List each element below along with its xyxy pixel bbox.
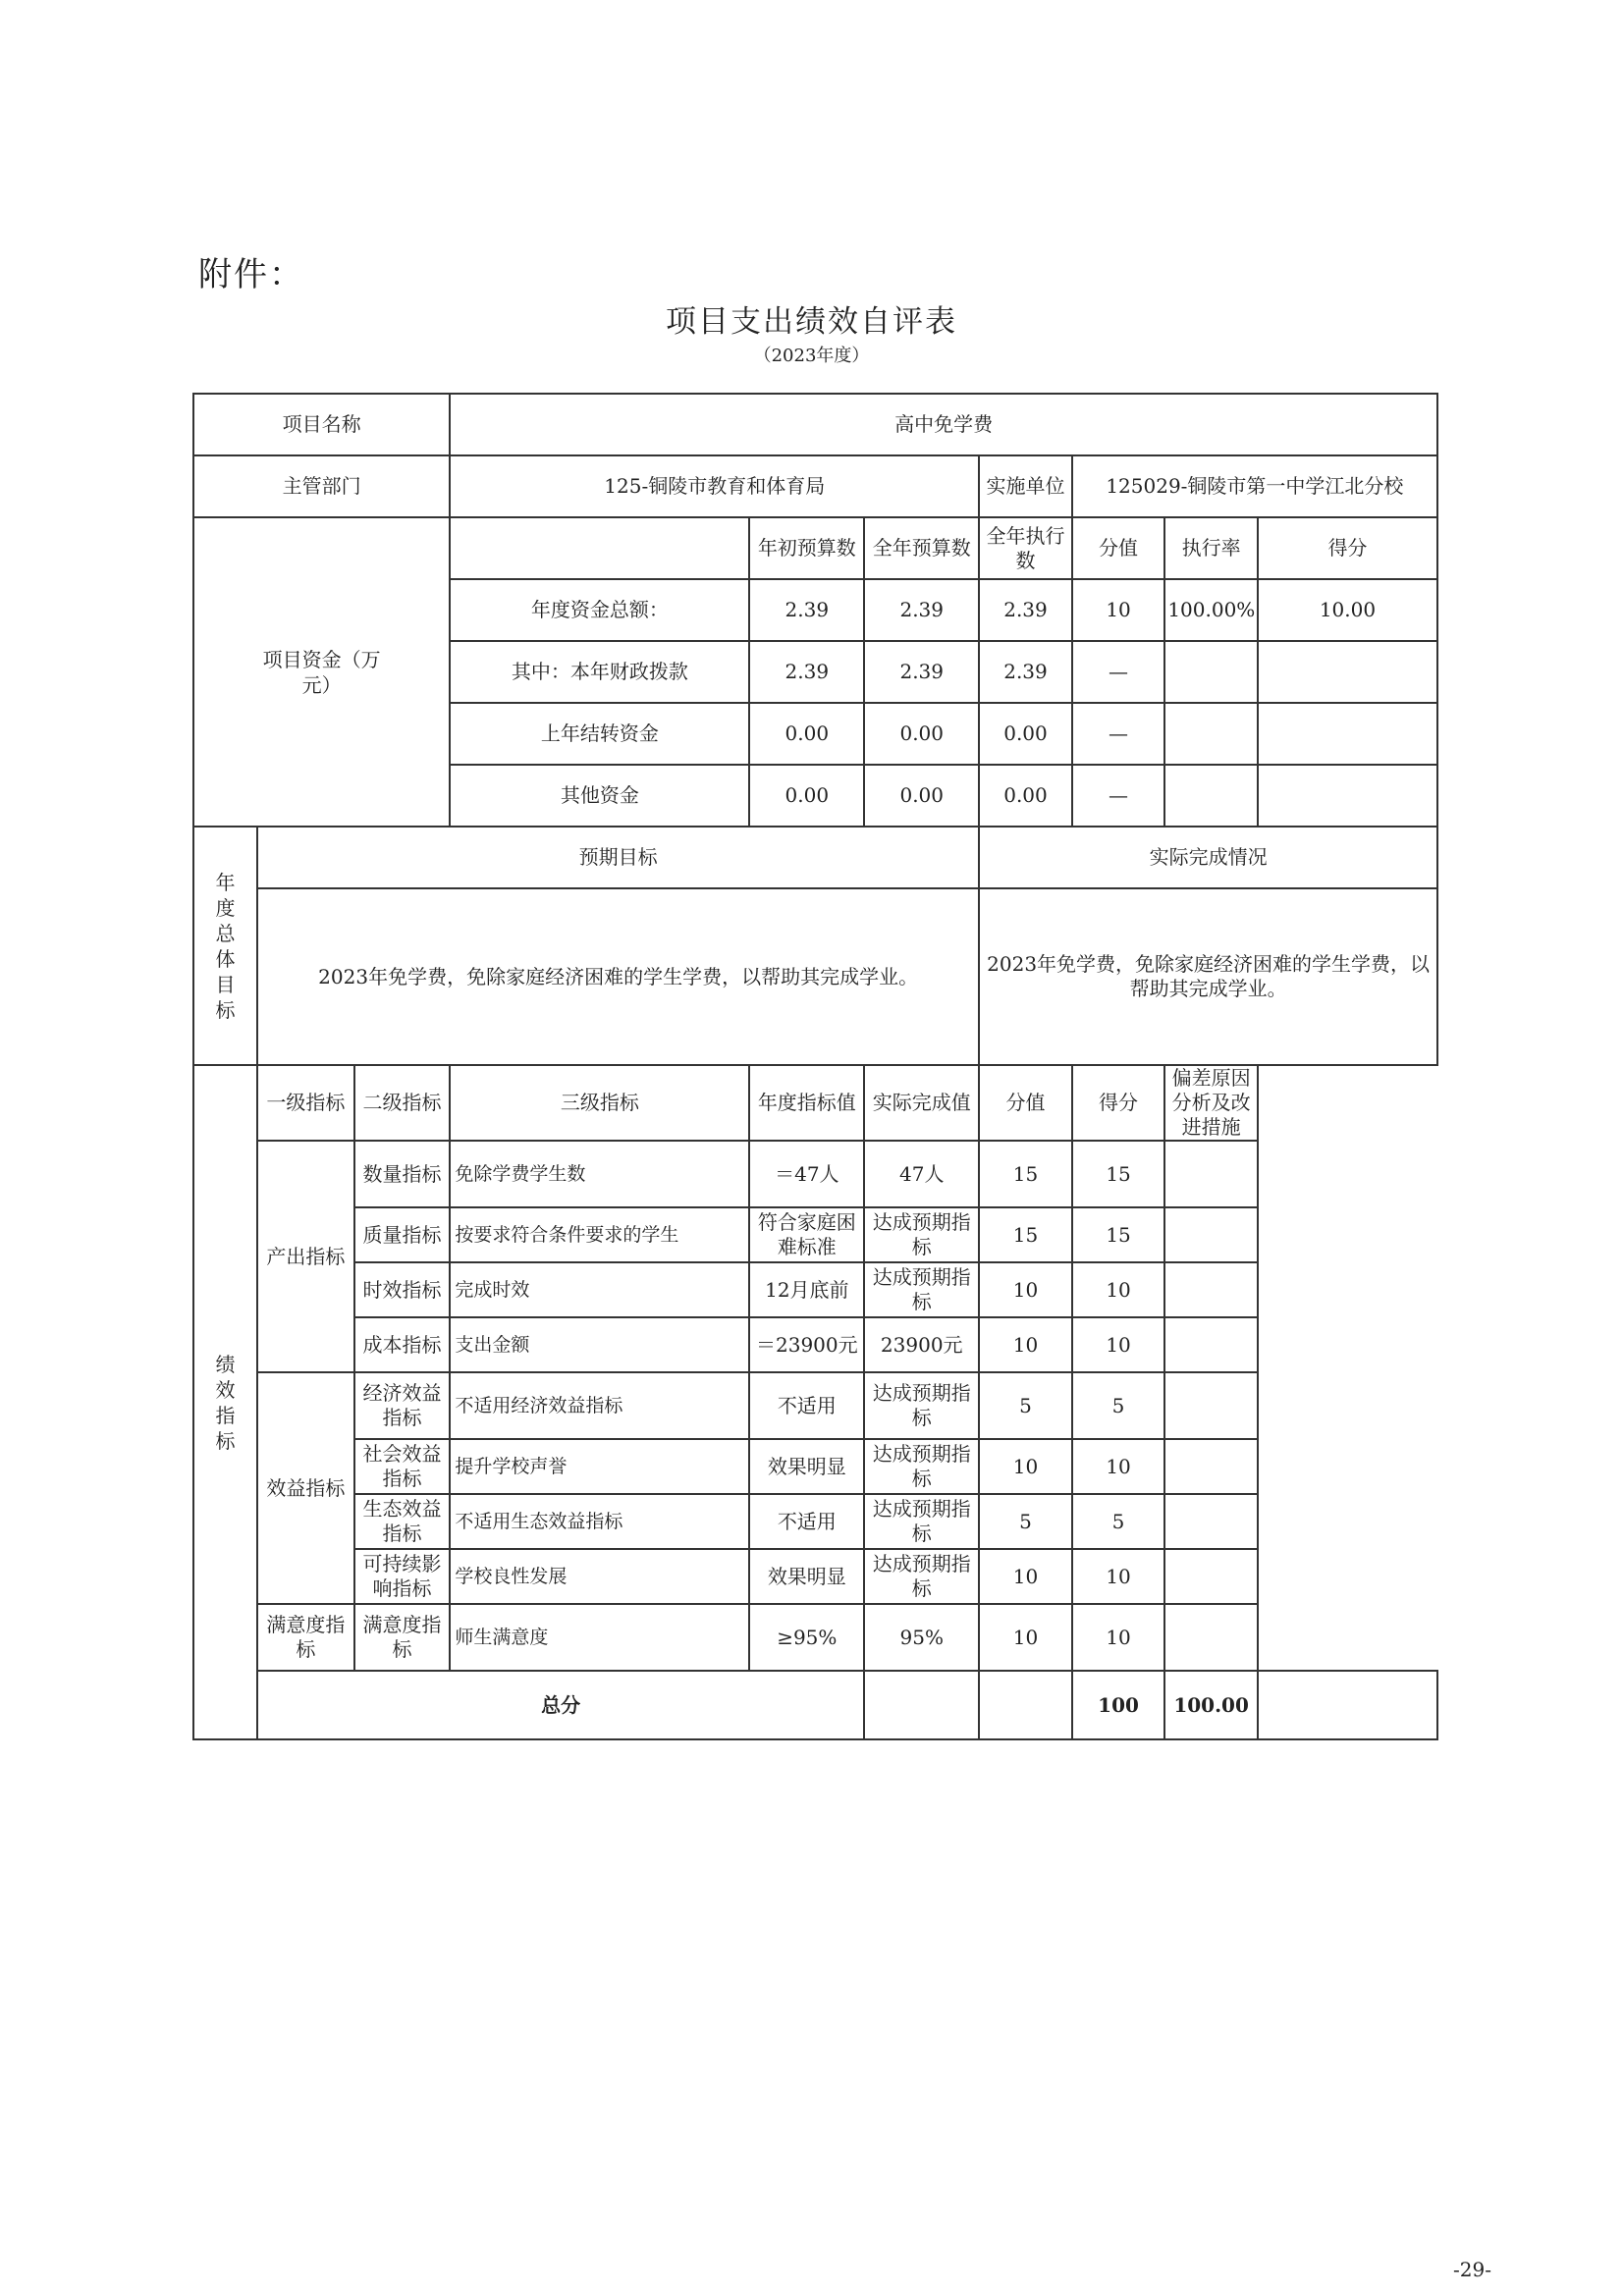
indicator-row <box>193 1494 1437 1549</box>
indicator-row <box>193 1262 1437 1317</box>
level3-indicator: 不适用生态效益指标 <box>450 1494 749 1549</box>
level2-indicator: 满意度指标 <box>354 1604 451 1671</box>
level3-indicator: 支出金额 <box>450 1317 749 1372</box>
indicators-label: 绩效指标 <box>193 1065 257 1739</box>
actual-value: 达成预期指标 <box>864 1439 979 1494</box>
funds-score: 10.00 <box>1258 579 1437 641</box>
level3-indicator: 师生满意度 <box>450 1604 749 1671</box>
actual-value: 达成预期指标 <box>864 1207 979 1262</box>
target-value: 效果明显 <box>749 1439 864 1494</box>
level3-indicator: 提升学校声誉 <box>450 1439 749 1494</box>
funds-exec: 0.00 <box>979 703 1072 765</box>
weight-value: 5 <box>979 1494 1072 1549</box>
department-value: 125-铜陵市教育和体育局 <box>450 455 979 517</box>
funds-header: 全年执行数 <box>979 517 1072 579</box>
score-value: 5 <box>1072 1372 1165 1439</box>
funds-exec: 2.39 <box>979 579 1072 641</box>
funds-annual: 2.39 <box>864 641 979 703</box>
funds-score-value: — <box>1072 641 1165 703</box>
indicator-row <box>193 1549 1437 1604</box>
score-value: 15 <box>1072 1207 1165 1262</box>
funds-row-label: 年度资金总额： <box>450 579 749 641</box>
project-name-label: 项目名称 <box>193 394 450 455</box>
deviation-note <box>1164 1207 1258 1262</box>
indicator-row <box>193 1317 1437 1372</box>
funds-header: 得分 <box>1258 517 1437 579</box>
indicator-header: 偏差原因分析及改进措施 <box>1164 1065 1258 1141</box>
funds-header-blank <box>450 517 749 579</box>
score-value: 5 <box>1072 1494 1165 1549</box>
actual-value: 达成预期指标 <box>864 1494 979 1549</box>
score-value: 10 <box>1072 1439 1165 1494</box>
funds-rate <box>1164 765 1258 827</box>
score-value: 10 <box>1072 1604 1165 1671</box>
weight-value: 15 <box>979 1207 1072 1262</box>
indicator-row <box>193 1372 1437 1439</box>
indicator-row <box>193 1439 1437 1494</box>
project-name-value: 高中免学费 <box>450 394 1437 455</box>
indicator-header: 实际完成值 <box>864 1065 979 1141</box>
total-score: 100.00 <box>1164 1671 1258 1739</box>
level1-indicator: 产出指标 <box>257 1141 354 1372</box>
indicator-header: 分值 <box>979 1065 1072 1141</box>
page-number: -29- <box>1453 2258 1491 2281</box>
target-value: ＝23900元 <box>749 1317 864 1372</box>
goals-label: 年度总体目标 <box>193 827 257 1065</box>
deviation-note <box>1164 1262 1258 1317</box>
funds-score <box>1258 641 1437 703</box>
target-value: ＝47人 <box>749 1141 864 1207</box>
score-value: 10 <box>1072 1317 1165 1372</box>
deviation-note <box>1164 1604 1258 1671</box>
level3-indicator: 免除学费学生数 <box>450 1141 749 1207</box>
goals-header-row <box>193 827 1437 888</box>
project-name-row <box>193 394 1437 455</box>
funds-annual: 0.00 <box>864 765 979 827</box>
target-value: 不适用 <box>749 1372 864 1439</box>
funds-row-label: 其中：本年财政拨款 <box>450 641 749 703</box>
indicator-header: 三级指标 <box>450 1065 749 1141</box>
level3-indicator: 不适用经济效益指标 <box>450 1372 749 1439</box>
total-blank <box>979 1671 1072 1739</box>
funds-label: 项目资金（万元） <box>193 517 450 827</box>
funds-score-value: — <box>1072 765 1165 827</box>
weight-value: 10 <box>979 1439 1072 1494</box>
funds-initial: 2.39 <box>749 641 864 703</box>
funds-rate: 100.00% <box>1164 579 1258 641</box>
indicator-row <box>193 1141 1437 1207</box>
actual-value: 达成预期指标 <box>864 1262 979 1317</box>
funds-score <box>1258 703 1437 765</box>
level2-indicator: 经济效益指标 <box>354 1372 451 1439</box>
deviation-note <box>1164 1317 1258 1372</box>
deviation-note <box>1164 1439 1258 1494</box>
funds-annual: 2.39 <box>864 579 979 641</box>
funds-header: 年初预算数 <box>749 517 864 579</box>
funds-exec: 0.00 <box>979 765 1072 827</box>
funds-initial: 0.00 <box>749 765 864 827</box>
level3-indicator: 按要求符合条件要求的学生 <box>450 1207 749 1262</box>
indicator-header: 年度指标值 <box>749 1065 864 1141</box>
level2-indicator: 生态效益指标 <box>354 1494 451 1549</box>
weight-value: 10 <box>979 1604 1072 1671</box>
indicator-row <box>193 1207 1437 1262</box>
weight-value: 15 <box>979 1141 1072 1207</box>
actual-value: 达成预期指标 <box>864 1549 979 1604</box>
target-value: 效果明显 <box>749 1549 864 1604</box>
actual-value: 95% <box>864 1604 979 1671</box>
score-value: 10 <box>1072 1549 1165 1604</box>
indicator-header: 一级指标 <box>257 1065 354 1141</box>
funds-header: 执行率 <box>1164 517 1258 579</box>
weight-value: 10 <box>979 1549 1072 1604</box>
goals-content-row <box>193 888 1437 1065</box>
deviation-note <box>1164 1372 1258 1439</box>
level2-indicator: 时效指标 <box>354 1262 451 1317</box>
total-row <box>193 1671 1437 1739</box>
actual-value: 47人 <box>864 1141 979 1207</box>
indicator-header-row <box>193 1065 1437 1141</box>
unit-value: 125029-铜陵市第一中学江北分校 <box>1072 455 1437 517</box>
funds-rate <box>1164 703 1258 765</box>
funds-score <box>1258 765 1437 827</box>
deviation-note <box>1164 1549 1258 1604</box>
funds-row-label: 上年结转资金 <box>450 703 749 765</box>
funds-annual: 0.00 <box>864 703 979 765</box>
total-blank <box>1258 1671 1437 1739</box>
funds-header-row <box>193 517 1437 579</box>
target-value: ≥95% <box>749 1604 864 1671</box>
funds-row-label: 其他资金 <box>450 765 749 827</box>
weight-value: 10 <box>979 1317 1072 1372</box>
expected-goal-text: 2023年免学费，免除家庭经济困难的学生学费，以帮助其完成学业。 <box>257 888 979 1065</box>
level1-indicator: 效益指标 <box>257 1372 354 1604</box>
score-value: 15 <box>1072 1141 1165 1207</box>
total-weight: 100 <box>1072 1671 1165 1739</box>
level2-indicator: 数量指标 <box>354 1141 451 1207</box>
expected-goal-header: 预期目标 <box>257 827 979 888</box>
level2-indicator: 成本指标 <box>354 1317 451 1372</box>
funds-header: 全年预算数 <box>864 517 979 579</box>
unit-label: 实施单位 <box>979 455 1072 517</box>
target-value: 不适用 <box>749 1494 864 1549</box>
page-title: 项目支出绩效自评表 <box>666 304 957 340</box>
target-value: 符合家庭困难标准 <box>749 1207 864 1262</box>
weight-value: 5 <box>979 1372 1072 1439</box>
performance-table <box>192 393 1438 1740</box>
level2-indicator: 质量指标 <box>354 1207 451 1262</box>
funds-initial: 2.39 <box>749 579 864 641</box>
level2-indicator: 社会效益指标 <box>354 1439 451 1494</box>
actual-value: 23900元 <box>864 1317 979 1372</box>
funds-initial: 0.00 <box>749 703 864 765</box>
deviation-note <box>1164 1141 1258 1207</box>
department-label: 主管部门 <box>193 455 450 517</box>
page-subtitle: （2023年度） <box>753 346 870 366</box>
indicator-header: 二级指标 <box>354 1065 451 1141</box>
total-label: 总分 <box>257 1671 864 1739</box>
indicator-row <box>193 1604 1437 1671</box>
department-row <box>193 455 1437 517</box>
funds-score-value: — <box>1072 703 1165 765</box>
level3-indicator: 学校良性发展 <box>450 1549 749 1604</box>
funds-score-value: 10 <box>1072 579 1165 641</box>
level3-indicator: 完成时效 <box>450 1262 749 1317</box>
funds-rate <box>1164 641 1258 703</box>
weight-value: 10 <box>979 1262 1072 1317</box>
score-value: 10 <box>1072 1262 1165 1317</box>
level1-indicator: 满意度指标 <box>257 1604 354 1671</box>
indicator-header: 得分 <box>1072 1065 1165 1141</box>
funds-header: 分值 <box>1072 517 1165 579</box>
actual-result-text: 2023年免学费，免除家庭经济困难的学生学费，以帮助其完成学业。 <box>979 888 1437 1065</box>
level2-indicator: 可持续影响指标 <box>354 1549 451 1604</box>
total-blank <box>864 1671 979 1739</box>
actual-value: 达成预期指标 <box>864 1372 979 1439</box>
target-value: 12月底前 <box>749 1262 864 1317</box>
attachment-label: 附件： <box>198 255 304 294</box>
deviation-note <box>1164 1494 1258 1549</box>
actual-result-header: 实际完成情况 <box>979 827 1437 888</box>
funds-exec: 2.39 <box>979 641 1072 703</box>
